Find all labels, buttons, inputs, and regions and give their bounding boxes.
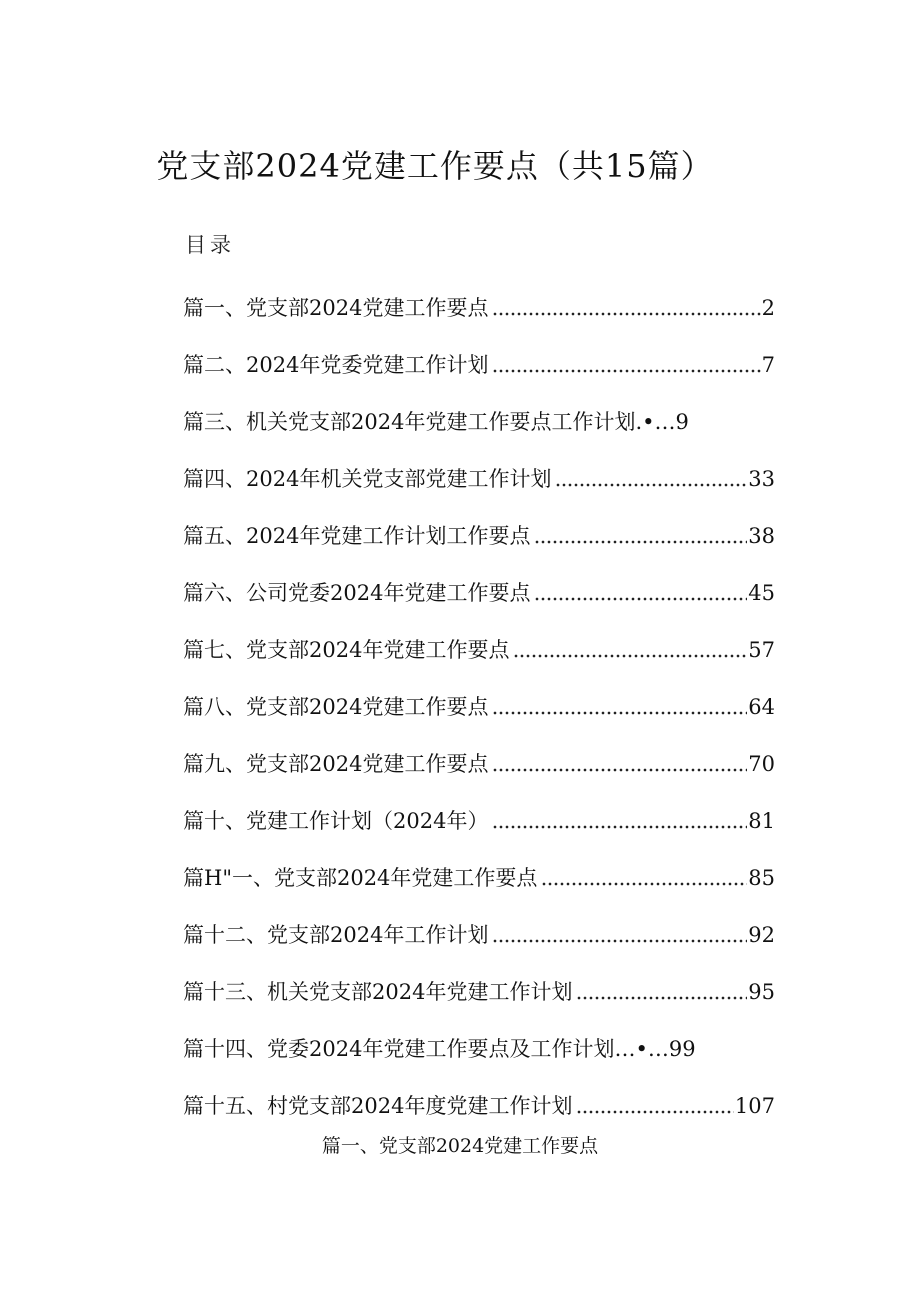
toc-dot-leader <box>576 1110 733 1114</box>
toc-page-number: 64 <box>748 694 775 719</box>
toc-heading: 目录 <box>185 233 235 257</box>
toc-entry-8[interactable] <box>183 678 775 735</box>
toc-entry-title: 篇四、2024年机关党支部党建工作计划 <box>183 466 552 491</box>
toc-entry-title: 篇一、党支部2024党建工作要点 <box>183 295 489 320</box>
toc-entry-title: 篇七、党支部2024年党建工作要点 <box>183 637 510 662</box>
toc-entry-3[interactable] <box>183 393 775 450</box>
toc-page-number: 81 <box>748 808 775 833</box>
toc-entry-title: 篇八、党支部2024党建工作要点 <box>183 694 489 719</box>
toc-entry-7[interactable] <box>183 621 775 678</box>
toc-page-number: 107 <box>734 1093 775 1118</box>
toc-page-number: 95 <box>748 979 775 1004</box>
toc-entry-title: 篇十五、村党支部2024年度党建工作计划 <box>183 1093 573 1118</box>
toc-page-number: …•…99 <box>614 1036 696 1061</box>
toc-entry-title: 篇十二、党支部2024年工作计划 <box>183 922 489 947</box>
toc-page-number: 70 <box>748 751 775 776</box>
toc-entry-9[interactable] <box>183 735 775 792</box>
toc-entry-2[interactable] <box>183 336 775 393</box>
toc-dot-leader <box>492 939 747 943</box>
toc-dot-leader <box>576 996 747 1000</box>
toc-page-number: 57 <box>748 637 775 662</box>
toc-entry-13[interactable] <box>183 963 775 1020</box>
toc-page-number: 33 <box>748 466 775 491</box>
toc-dot-leader <box>492 825 747 829</box>
toc-dot-leader <box>513 654 747 658</box>
toc-dot-leader <box>492 768 747 772</box>
toc-page-number: 7 <box>761 352 775 377</box>
document-title: 党支部2024党建工作要点（共15篇） <box>156 147 714 185</box>
toc-entry-title: 篇十三、机关党支部2024年党建工作计划 <box>183 979 573 1004</box>
toc-entry-1[interactable] <box>183 279 775 336</box>
toc-entry-15[interactable] <box>183 1077 775 1134</box>
toc-entry-title: 篇九、党支部2024党建工作要点 <box>183 751 489 776</box>
toc-entry-title: 篇六、公司党委2024年党建工作要点 <box>183 580 531 605</box>
toc-dot-leader <box>492 369 760 373</box>
toc-dot-leader <box>534 597 747 601</box>
toc-page-number: 2 <box>761 295 775 320</box>
toc-entry-title: 篇五、2024年党建工作计划工作要点 <box>183 523 531 548</box>
toc-dot-leader <box>492 711 747 715</box>
toc-dot-leader <box>541 882 747 886</box>
toc-page-number: .•…9 <box>635 409 689 434</box>
toc-entry-title: 篇H"一、党支部2024年党建工作要点 <box>183 865 538 890</box>
toc-entry-12[interactable] <box>183 906 775 963</box>
toc-entry-14[interactable] <box>183 1020 775 1077</box>
toc-entry-10[interactable] <box>183 792 775 849</box>
toc-page-number: 38 <box>748 523 775 548</box>
toc-entry-title: 篇二、2024年党委党建工作计划 <box>183 352 489 377</box>
toc-entry-6[interactable] <box>183 564 775 621</box>
toc-entry-5[interactable] <box>183 507 775 564</box>
toc-entry-title: 篇十四、党委2024年党建工作要点及工作计划 <box>183 1036 615 1061</box>
toc-dot-leader <box>534 540 747 544</box>
table-of-contents <box>183 279 775 1134</box>
toc-page-number: 92 <box>748 922 775 947</box>
toc-page-number: 85 <box>748 865 775 890</box>
toc-page-number: 45 <box>748 580 775 605</box>
toc-entry-title: 篇十、党建工作计划（2024年） <box>183 808 489 833</box>
toc-entry-title: 篇三、机关党支部2024年党建工作要点工作计划 <box>183 409 636 434</box>
section-title: 篇一、党支部2024党建工作要点 <box>321 1135 599 1157</box>
toc-dot-leader <box>555 483 747 487</box>
toc-entry-4[interactable] <box>183 450 775 507</box>
toc-dot-leader <box>492 312 760 316</box>
toc-entry-11[interactable] <box>183 849 775 906</box>
